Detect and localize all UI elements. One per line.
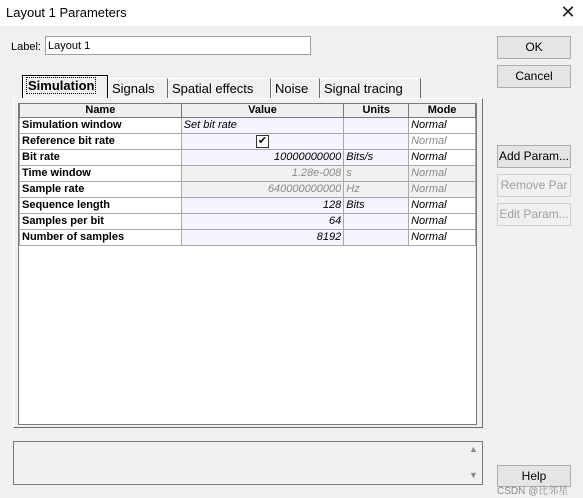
tab-simulation[interactable]: Simulation [22, 75, 108, 99]
param-value[interactable]: 128 [181, 198, 344, 214]
param-mode[interactable]: Normal [409, 150, 476, 166]
param-name: Number of samples [20, 230, 182, 246]
param-mode[interactable]: Normal [409, 118, 476, 134]
tab-noise[interactable]: Noise [271, 78, 320, 98]
param-name: Samples per bit [20, 214, 182, 230]
param-name: Reference bit rate [20, 134, 182, 150]
edit-param-button: Edit Param... [497, 203, 571, 226]
watermark: CSDN @比邻星 [497, 486, 569, 497]
param-name: Sample rate [20, 182, 182, 198]
table-row[interactable] [20, 150, 476, 166]
help-button[interactable]: Help [497, 465, 571, 487]
header-mode[interactable]: Mode [409, 104, 476, 118]
table-row[interactable] [20, 166, 476, 182]
tab-signals[interactable]: Signals [108, 78, 168, 98]
label-field-label: Label: [11, 41, 41, 53]
param-name: Simulation window [20, 118, 182, 134]
window-title: Layout 1 Parameters [6, 5, 127, 20]
parameter-grid [18, 103, 477, 425]
param-units [344, 214, 409, 230]
checkbox-checked-icon[interactable]: ✔ [257, 134, 268, 147]
tab-spatial-effects[interactable]: Spatial effects [168, 78, 271, 98]
header-value[interactable]: Value [181, 104, 344, 118]
cancel-button[interactable]: Cancel [497, 65, 571, 88]
param-value[interactable] [181, 134, 344, 150]
param-units [344, 118, 409, 134]
param-value[interactable]: 64 [181, 214, 344, 230]
param-units: Bits [344, 198, 409, 214]
param-mode: Normal [409, 182, 476, 198]
param-units: Hz [344, 182, 409, 198]
param-mode[interactable]: Normal [409, 214, 476, 230]
param-value[interactable]: Set bit rate [181, 118, 344, 134]
param-value: 1.28e-008 [181, 166, 344, 182]
param-mode[interactable]: Normal [409, 198, 476, 214]
param-units: s [344, 166, 409, 182]
table-row[interactable] [20, 214, 476, 230]
parameter-table [19, 104, 476, 246]
remove-param-button: Remove Par [497, 174, 571, 197]
param-mode[interactable]: Normal [409, 230, 476, 246]
param-value[interactable]: 8192 [181, 230, 344, 246]
param-mode[interactable]: Normal [409, 134, 476, 150]
add-param-button[interactable]: Add Param... [497, 145, 571, 168]
tab-signal-tracing[interactable]: Signal tracing [320, 78, 421, 98]
param-name: Bit rate [20, 150, 182, 166]
param-value: 640000000000 [181, 182, 344, 198]
param-value[interactable]: 10000000000 [181, 150, 344, 166]
param-mode: Normal [409, 166, 476, 182]
table-row[interactable] [20, 182, 476, 198]
table-row[interactable] [20, 134, 476, 150]
description-box [13, 441, 483, 485]
param-units [344, 230, 409, 246]
header-units[interactable]: Units [344, 104, 409, 118]
scroll-down-icon[interactable]: ▼ [469, 470, 478, 480]
table-row[interactable] [20, 198, 476, 214]
table-row[interactable] [20, 118, 476, 134]
description-scrollbar[interactable] [466, 442, 482, 484]
label-input[interactable]: Layout 1 [45, 36, 311, 55]
param-units [344, 134, 409, 150]
header-name[interactable]: Name [20, 104, 182, 118]
ok-button[interactable]: OK [497, 36, 571, 59]
table-row[interactable] [20, 230, 476, 246]
close-icon[interactable]: ✕ [560, 2, 576, 22]
param-name: Sequence length [20, 198, 182, 214]
scroll-up-icon[interactable]: ▲ [469, 444, 478, 454]
param-name: Time window [20, 166, 182, 182]
param-units: Bits/s [344, 150, 409, 166]
